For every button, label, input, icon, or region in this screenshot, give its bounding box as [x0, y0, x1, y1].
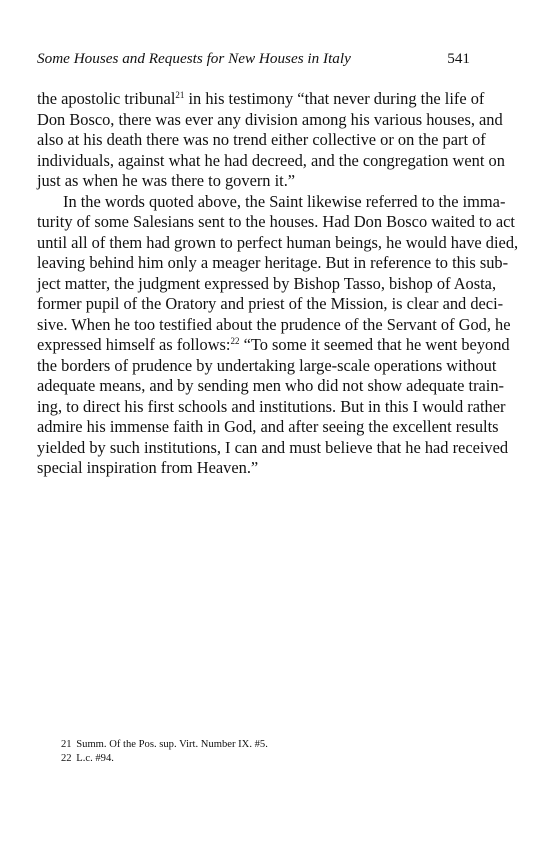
- text-line: just as when he was there to govern it.”: [37, 171, 296, 190]
- text-line: In the words quoted above, the Saint likewise referred to the imma-: [63, 191, 506, 211]
- text-line: expressed himself as follows:$^{22}$ “To some it seemed that he went beyond: [37, 335, 510, 354]
- footnote-21: [61, 738, 470, 752]
- footnote-text: L.c. #94.: [76, 753, 114, 764]
- paragraph-1: [37, 89, 505, 192]
- text-line: individuals, against what he had decreed, and the congregation went on: [37, 150, 505, 170]
- footnote-ref-22: 22: [230, 336, 240, 346]
- running-head-title: Some Houses and Requests for New Houses in Italy: [37, 50, 351, 67]
- text-line: the borders of prudence by undertaking large-scale operations without: [37, 355, 497, 375]
- text-line: Don Bosco, there was ever any division among his various houses, and: [37, 109, 503, 129]
- text-line: special inspiration from Heaven.”: [37, 458, 259, 477]
- body-text: [37, 89, 519, 479]
- text-line: leaving behind him only a meager heritage. But in reference to this sub-: [37, 253, 509, 272]
- text-line: adequate means, and by sending men who did not show adequate train-: [37, 376, 505, 395]
- footnote-number: 21: [61, 739, 72, 750]
- footnote-text: Summ. Of the Pos. sup. Virt. Number IX. #5.: [76, 739, 268, 750]
- text-line: sive. When he too testified about the prudence of the Servant of God, he: [37, 314, 511, 334]
- text-line: ject matter, the judgment expressed by Bishop Tasso, bishop of Aosta,: [37, 273, 497, 293]
- text-line: admire his immense faith in God, and after seeing the excellent results: [37, 417, 499, 436]
- footnote-ref-21: 21: [175, 90, 185, 100]
- page-number: 541: [447, 50, 470, 67]
- footnote-22: [61, 752, 470, 766]
- text-line: turity of some Salesians sent to the houses. Had Don Bosco waited to act: [37, 212, 515, 231]
- footnotes: [61, 738, 470, 766]
- running-head: [37, 50, 470, 70]
- footnote-number: 22: [61, 753, 72, 764]
- text-line: ing, to direct his first schools and institutions. But in this I would rather: [37, 396, 506, 416]
- text-line: until all of them had grown to perfect human beings, he would have died,: [37, 232, 519, 252]
- text-line: the apostolic tribunal$^{21}$ in his testimony “that never during the life of: [37, 89, 485, 108]
- text-line: also at his death there was no trend either collective or on the part of: [37, 130, 486, 149]
- paragraph-2: [37, 191, 519, 479]
- text-line: former pupil of the Oratory and priest of the Mission, is clear and deci-: [37, 294, 504, 313]
- text-line: yielded by such institutions, I can and must believe that he had received: [37, 437, 509, 457]
